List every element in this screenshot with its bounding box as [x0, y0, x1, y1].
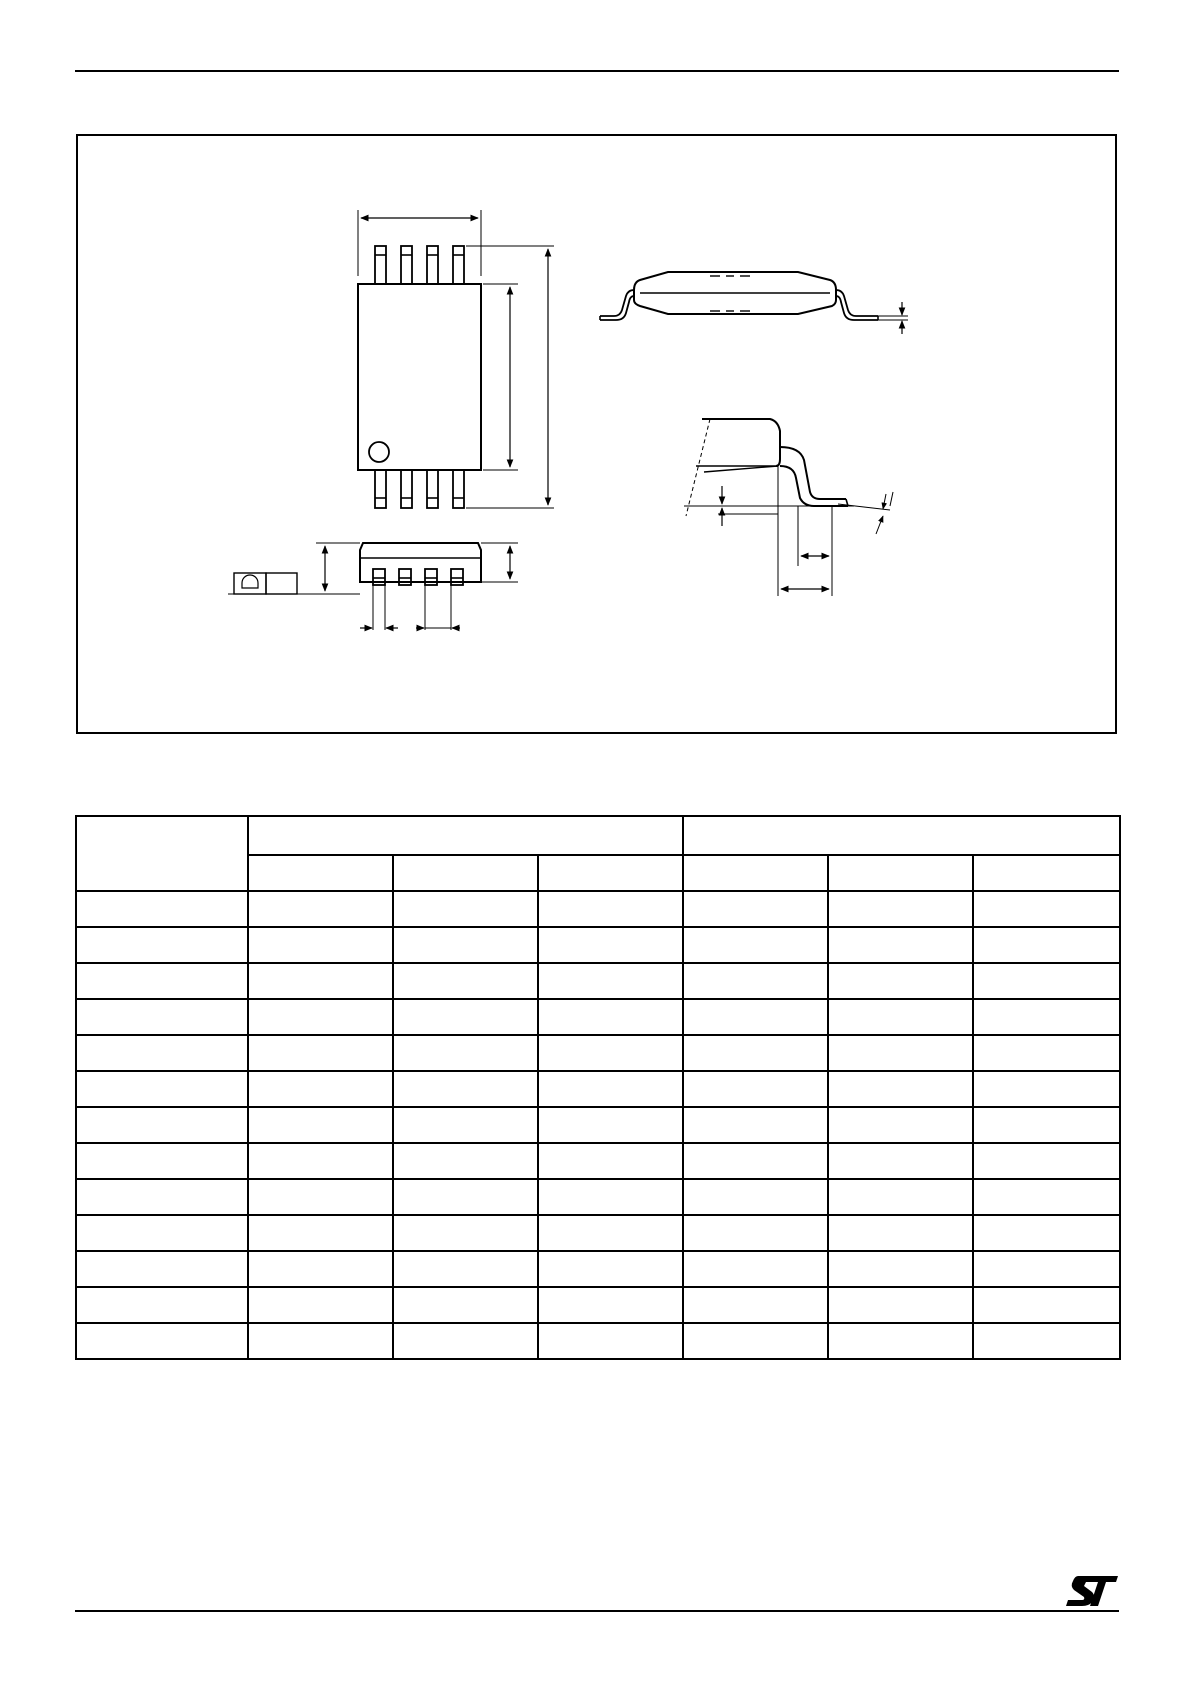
subheader-cell	[538, 855, 683, 891]
table-row	[76, 1143, 1120, 1179]
value-cell	[828, 1035, 973, 1071]
value-cell	[973, 1215, 1120, 1251]
value-cell	[683, 1179, 828, 1215]
value-cell	[538, 963, 683, 999]
value-cell	[248, 1071, 393, 1107]
table-row	[76, 1215, 1120, 1251]
value-cell	[393, 1143, 538, 1179]
table-row	[76, 891, 1120, 927]
value-cell	[538, 1323, 683, 1359]
value-cell	[538, 1179, 683, 1215]
value-cell	[683, 1323, 828, 1359]
header-rule	[75, 70, 1119, 72]
value-cell	[538, 891, 683, 927]
table-body	[76, 891, 1120, 1359]
value-cell	[393, 1323, 538, 1359]
subheader-cell	[393, 855, 538, 891]
symbol-cell	[76, 927, 248, 963]
value-cell	[393, 1071, 538, 1107]
table-row	[76, 1179, 1120, 1215]
value-cell	[393, 1215, 538, 1251]
value-cell	[683, 1251, 828, 1287]
symbol-cell	[76, 1143, 248, 1179]
value-cell	[393, 999, 538, 1035]
symbol-cell	[76, 1179, 248, 1215]
value-cell	[393, 1251, 538, 1287]
value-cell	[248, 999, 393, 1035]
value-cell	[393, 963, 538, 999]
value-cell	[248, 1251, 393, 1287]
value-cell	[973, 1251, 1120, 1287]
value-cell	[828, 1323, 973, 1359]
subheader-cell	[683, 855, 828, 891]
value-cell	[973, 891, 1120, 927]
st-logo-icon	[1064, 1574, 1120, 1608]
table-row	[76, 1107, 1120, 1143]
symbol-cell	[76, 1107, 248, 1143]
value-cell	[683, 1071, 828, 1107]
value-cell	[973, 1143, 1120, 1179]
value-cell	[828, 927, 973, 963]
value-cell	[973, 1071, 1120, 1107]
symbol-cell	[76, 1215, 248, 1251]
value-cell	[393, 1179, 538, 1215]
value-cell	[683, 891, 828, 927]
side-view	[600, 272, 908, 334]
value-cell	[248, 1215, 393, 1251]
top-view	[358, 210, 554, 508]
value-cell	[248, 1107, 393, 1143]
value-cell	[538, 1251, 683, 1287]
value-cell	[538, 1143, 683, 1179]
value-cell	[248, 927, 393, 963]
subheader-cell	[248, 855, 393, 891]
symbol-cell	[76, 1323, 248, 1359]
value-cell	[973, 1287, 1120, 1323]
symbol-cell	[76, 891, 248, 927]
value-cell	[973, 963, 1120, 999]
dimension-table	[75, 815, 1121, 1360]
value-cell	[538, 1287, 683, 1323]
symbol-cell	[76, 963, 248, 999]
table-row	[76, 999, 1120, 1035]
value-cell	[973, 999, 1120, 1035]
value-cell	[683, 1143, 828, 1179]
table-row	[76, 1251, 1120, 1287]
value-cell	[683, 1287, 828, 1323]
value-cell	[828, 1143, 973, 1179]
value-cell	[538, 1035, 683, 1071]
value-cell	[828, 963, 973, 999]
value-cell	[683, 927, 828, 963]
header-cell-group-2	[683, 816, 1120, 855]
value-cell	[538, 1215, 683, 1251]
value-cell	[828, 1107, 973, 1143]
header-cell-group-1	[248, 816, 683, 855]
value-cell	[973, 1107, 1120, 1143]
table-row	[76, 963, 1120, 999]
value-cell	[248, 1179, 393, 1215]
value-cell	[828, 1071, 973, 1107]
value-cell	[248, 1323, 393, 1359]
value-cell	[683, 1215, 828, 1251]
value-cell	[538, 999, 683, 1035]
value-cell	[973, 1035, 1120, 1071]
lead-detail-view	[684, 419, 893, 596]
value-cell	[683, 1035, 828, 1071]
value-cell	[973, 1323, 1120, 1359]
value-cell	[393, 1107, 538, 1143]
value-cell	[828, 999, 973, 1035]
symbol-cell	[76, 1035, 248, 1071]
value-cell	[538, 1071, 683, 1107]
value-cell	[973, 1179, 1120, 1215]
value-cell	[393, 1035, 538, 1071]
subheader-cell	[973, 855, 1120, 891]
value-cell	[683, 1107, 828, 1143]
value-cell	[248, 891, 393, 927]
value-cell	[538, 927, 683, 963]
symbol-cell	[76, 999, 248, 1035]
value-cell	[828, 891, 973, 927]
table-row	[76, 1035, 1120, 1071]
package-outline-drawing	[78, 136, 1117, 734]
value-cell	[538, 1107, 683, 1143]
value-cell	[393, 1287, 538, 1323]
value-cell	[828, 1179, 973, 1215]
table-row	[76, 1071, 1120, 1107]
value-cell	[973, 927, 1120, 963]
value-cell	[248, 963, 393, 999]
header-cell-symbol	[76, 816, 248, 891]
symbol-cell	[76, 1287, 248, 1323]
value-cell	[828, 1251, 973, 1287]
front-view	[228, 543, 518, 630]
value-cell	[393, 891, 538, 927]
value-cell	[248, 1035, 393, 1071]
symbol-cell	[76, 1251, 248, 1287]
value-cell	[828, 1215, 973, 1251]
value-cell	[248, 1143, 393, 1179]
table-header-row	[76, 816, 1120, 855]
package-outline-figure	[76, 134, 1117, 734]
symbol-cell	[76, 1071, 248, 1107]
table-row	[76, 927, 1120, 963]
value-cell	[393, 927, 538, 963]
value-cell	[683, 999, 828, 1035]
table-row	[76, 1287, 1120, 1323]
subheader-cell	[828, 855, 973, 891]
value-cell	[828, 1287, 973, 1323]
footer-rule	[75, 1610, 1119, 1612]
value-cell	[248, 1287, 393, 1323]
value-cell	[683, 963, 828, 999]
table-row	[76, 1323, 1120, 1359]
